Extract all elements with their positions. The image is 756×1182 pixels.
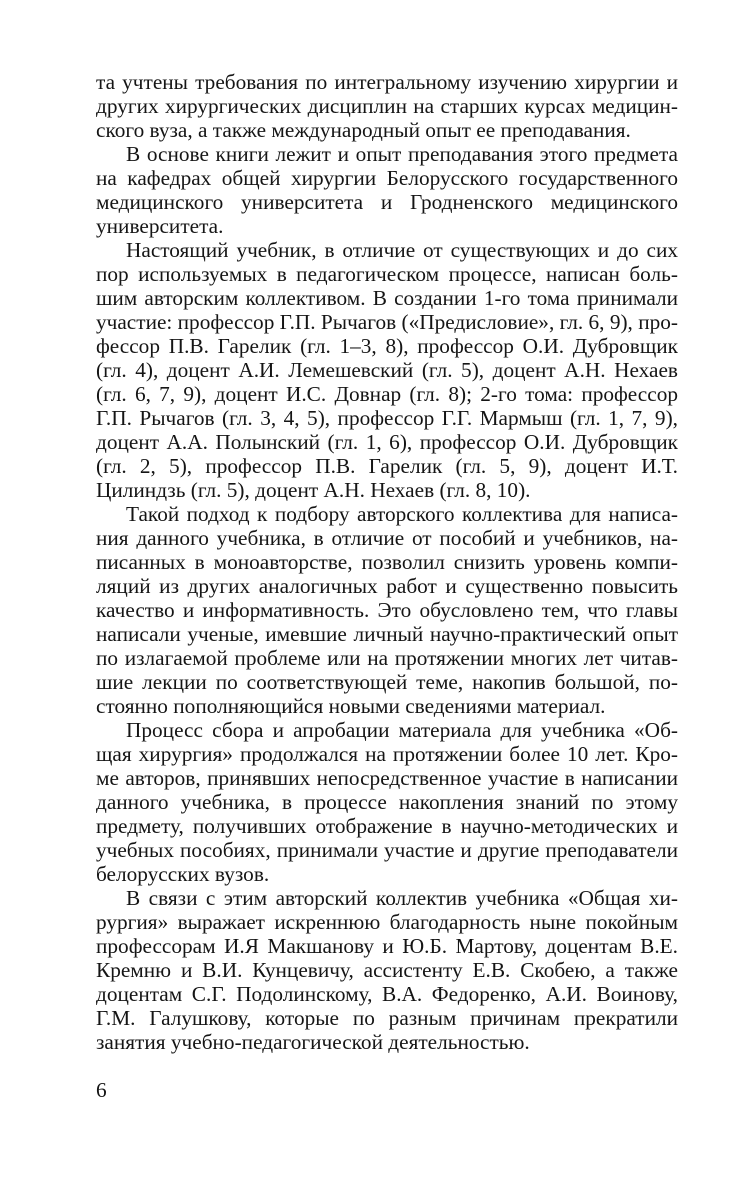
page-number: 6 [96,1078,107,1102]
paragraph-1: та учтены требования по интегральному изучению хирургии и других хирургических дисциплин на старших курсах медицинского вуза, а также международный опыт ее преподавания. [96,70,678,142]
paragraph-2: В основе книги лежит и опыт преподавания этого предмета на кафедрах общей хирургии Белорусского государственного медицинского университета и Гродненского медицинского университета. [96,142,678,238]
paragraph-6: В связи с этим авторский коллектив учебника «Общая хирургия» выражает искреннюю благодарность ныне покойным профессорам И.Я Макшанову и Ю.Б. Мартову, доцентам В.Е. Кремню и В.И. Кунцевичу, ассистенту Е.В. Скобею, а также доцентам С.Г. Подолинскому, В.А. Федоренко, А.И. Воинову, Г.М. Галушкову, которые по разным причинам прекратили занятия учебно-педагогической деятельностью. [96,886,678,1054]
paragraph-3: Настоящий учебник, в отличие от существующих и до сих пор используемых в педагогическом процессе, написан большим авторским коллективом. В создании 1-го тома принимали участие: профессор Г.П. Рычагов («Предисловие», гл. 6, 9), профессор П.В. Гарелик (гл. 1–3, 8), профессор О.И. Дубровщик (гл. 4), доцент А.И. Лемешевский (гл. 5), доцент А.Н. Нехаев (гл. 6, 7, 9), доцент И.С. Довнар (гл. 8); 2-го тома: профессор Г.П. Рычагов (гл. 3, 4, 5), профессор Г.Г. Мармыш (гл. 1, 7, 9), доцент А.А. Полынский (гл. 1, 6), профессор О.И. Дубровщик (гл. 2, 5), профессор П.В. Гарелик (гл. 5, 9), доцент И.Т. Цилиндзь (гл. 5), доцент А.Н. Нехаев (гл. 8, 10). [96,238,678,502]
paragraph-5: Процесс сбора и апробации материала для учебника «Общая хирургия» продолжался на протяжении более 10 лет. Кроме авторов, принявших непосредственное участие в написании данного учебника, в процессе накопления знаний по этому предмету, получивших отображение в научно-методических и учебных пособиях, принимали участие и другие преподаватели белорусских вузов. [96,718,678,886]
paragraph-4: Такой подход к подбору авторского коллектива для написания данного учебника, в отличие от пособий и учебников, написанных в моноавторстве, позволил снизить уровень компиляций из других аналогичных работ и существенно повысить качество и информативность. Это обусловлено тем, что главы написали ученые, имевшие личный научно-практический опыт по излагаемой проблеме или на протяжении многих лет читавшие лекции по соответствующей теме, накопив большой, постоянно пополняющийся новыми сведениями материал. [96,502,678,718]
page-body [96,70,678,1054]
